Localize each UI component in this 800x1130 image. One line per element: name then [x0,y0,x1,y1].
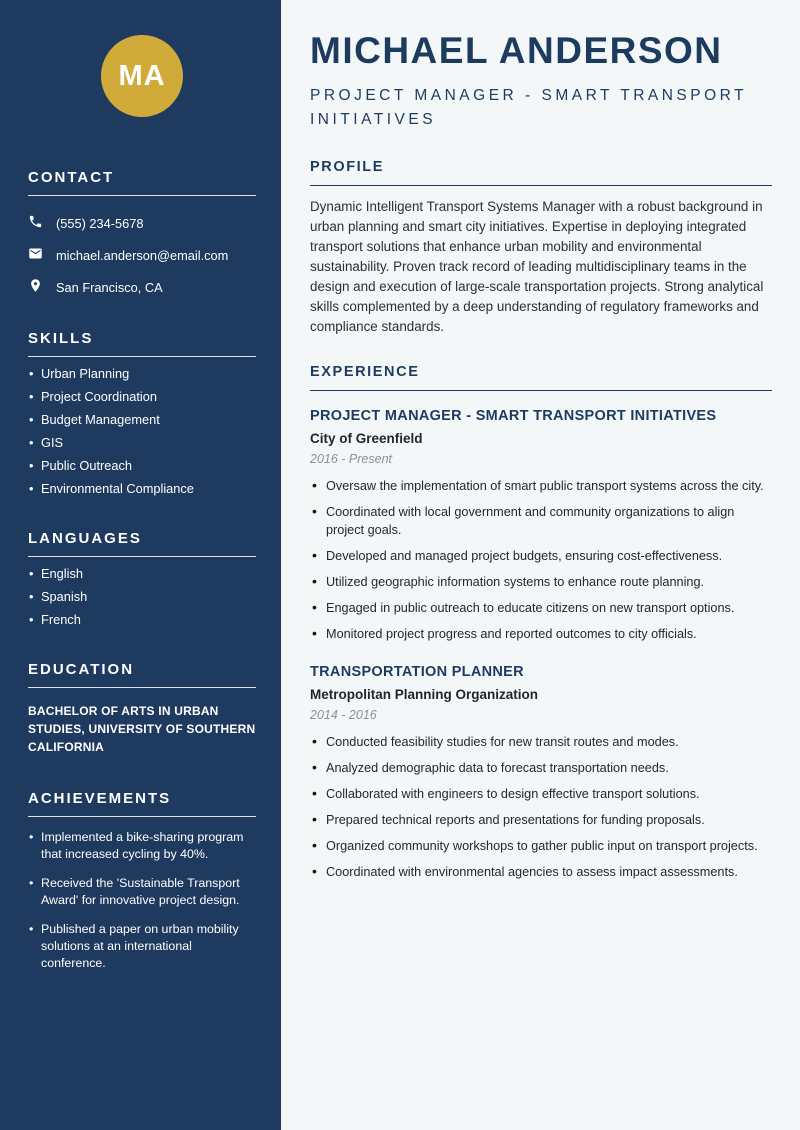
achievement-item: • Implemented a bike-sharing program that increased cycling by 40%. [28,829,256,863]
job-bullet: • Analyzed demographic data to forecast transportation needs. [310,759,772,777]
email-address: michael.anderson@email.com [56,247,229,263]
achievement-item: • Received the 'Sustainable Transport Award' for innovative project design. [28,875,256,909]
achievements-section [28,790,256,972]
section-divider [28,356,256,357]
section-divider [310,390,772,391]
job-dates: 2016 - Present [310,452,392,466]
section-divider [28,687,256,688]
skill-item: • Urban Planning [28,367,256,381]
job-bullet: • Utilized geographic information systems to enhance route planning. [310,573,772,591]
language-item: • English [28,567,256,581]
job-bullet-list [310,477,772,643]
phone-number: (555) 234-5678 [56,215,144,231]
job-company: Metropolitan Planning Organization [310,687,538,702]
languages-list [28,567,256,627]
section-divider [310,185,772,186]
job-entry [310,408,772,643]
job-title: PROJECT MANAGER - SMART TRANSPORT INITIATIVES [310,408,717,424]
profile-heading: PROFILE [310,159,385,175]
job-bullet: • Developed and managed project budgets, ensuring cost-effectiveness. [310,547,772,565]
achievement-item: • Published a paper on urban mobility solutions at an international conference. [28,921,256,972]
avatar-initials: MA [118,59,166,92]
profile-section [310,159,772,337]
education-section [28,661,256,756]
job-bullet: • Prepared technical reports and presentations for funding proposals. [310,811,772,829]
achievements-list [28,829,256,972]
job-bullet: • Engaged in public outreach to educate citizens on new transport options. [310,599,772,617]
main-content [281,0,800,1130]
profile-text: Dynamic Intelligent Transport Systems Manager with a robust background in urban planning and smart city initiatives. Expertise in deploying integrated transport solutions that enhance urban mobility and environmental sustainability. Proven track record of leading multidisciplinary teams in the design and execution of large-scale transportation projects. Strong analytical skills complemented by a deep understanding of regulatory frameworks and compliance standards. [310,199,764,334]
candidate-job-title: PROJECT MANAGER - SMART TRANSPORT INITIATIVES [310,87,747,128]
sidebar [0,0,281,1130]
job-company: City of Greenfield [310,431,423,446]
avatar [101,35,183,117]
job-bullet: • Conducted feasibility studies for new transit routes and modes. [310,733,772,751]
skills-list [28,367,256,496]
job-bullet: • Organized community workshops to gather public input on transport projects. [310,837,772,855]
skill-item: • GIS [28,436,256,450]
location-icon [28,278,43,296]
achievements-heading: ACHIEVEMENTS [28,790,172,807]
job-bullet-list [310,733,772,881]
contact-section [28,169,256,296]
section-divider [28,816,256,817]
job-bullet: • Coordinated with local government and community organizations to align project goals. [310,503,772,539]
section-divider [28,556,256,557]
skills-section [28,330,256,496]
experience-section [310,364,772,881]
job-entry [310,664,772,881]
job-title: TRANSPORTATION PLANNER [310,664,524,680]
education-degree: BACHELOR OF ARTS IN URBAN STUDIES, UNIVERSITY OF SOUTHERN CALIFORNIA [28,704,256,754]
languages-section [28,530,256,627]
contact-row-location [28,278,256,296]
skills-heading: SKILLS [28,330,94,347]
job-dates: 2014 - 2016 [310,708,377,722]
skill-item: • Budget Management [28,413,256,427]
job-bullet: • Coordinated with environmental agencies to assess impact assessments. [310,863,772,881]
education-heading: EDUCATION [28,661,135,678]
job-bullet: • Monitored project progress and reported outcomes to city officials. [310,625,772,643]
languages-heading: LANGUAGES [28,530,142,547]
skill-item: • Project Coordination [28,390,256,404]
contact-row-phone [28,214,256,232]
language-item: • French [28,613,256,627]
job-bullet: • Oversaw the implementation of smart public transport systems across the city. [310,477,772,495]
skill-item: • Environmental Compliance [28,482,256,496]
candidate-name: MICHAEL ANDERSON [310,30,723,71]
language-item: • Spanish [28,590,256,604]
job-bullet: • Collaborated with engineers to design effective transport solutions. [310,785,772,803]
skill-item: • Public Outreach [28,459,256,473]
contact-row-email [28,246,256,264]
experience-heading: EXPERIENCE [310,364,420,380]
phone-icon [28,214,43,232]
location-text: San Francisco, CA [56,279,163,295]
email-icon [28,246,43,264]
section-divider [28,195,256,196]
contact-heading: CONTACT [28,169,115,186]
